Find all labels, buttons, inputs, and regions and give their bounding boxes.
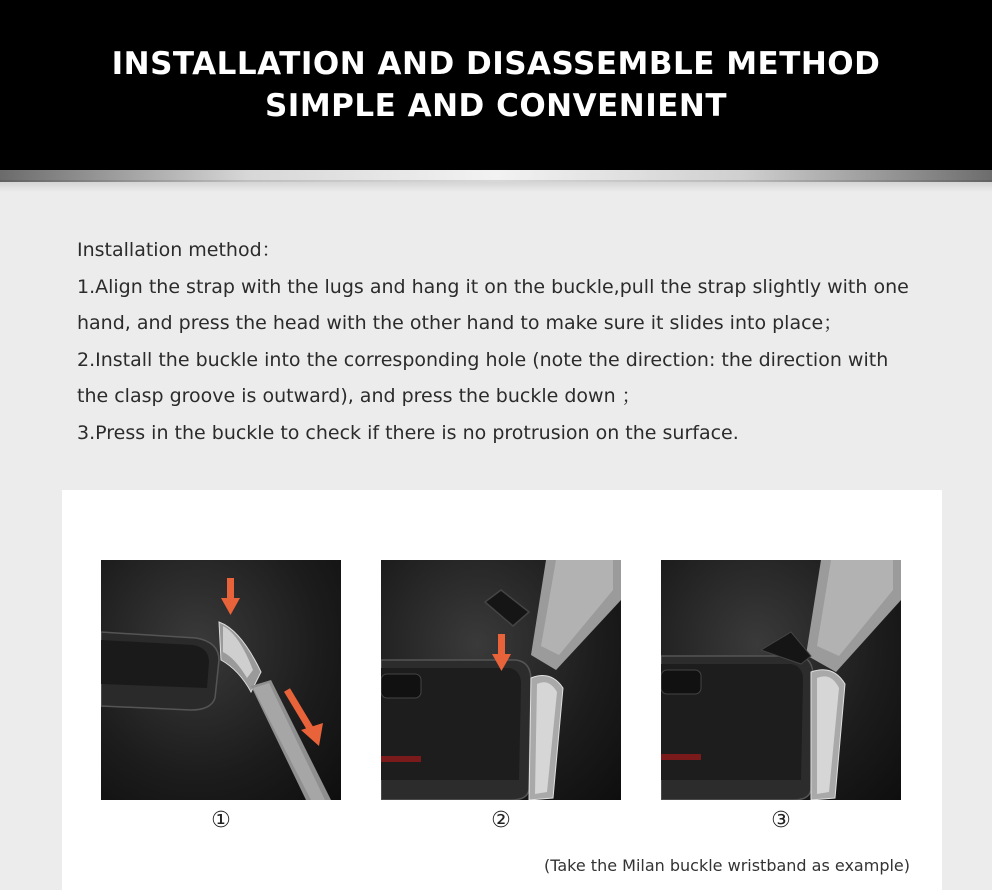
step-3-photo bbox=[661, 560, 901, 800]
page-title-line2: SIMPLE AND CONVENIENT bbox=[264, 88, 728, 124]
header-banner bbox=[0, 0, 992, 170]
step-3-number: ③ bbox=[771, 808, 791, 833]
arrow-down-icon bbox=[227, 578, 234, 600]
instructions-heading: Installation method： bbox=[77, 239, 281, 261]
instruction-line: the clasp groove is outward), and press the buckle down ； bbox=[77, 385, 641, 407]
step-2-illustration bbox=[381, 560, 621, 800]
example-caption: (Take the Milan buckle wristband as example) bbox=[544, 856, 910, 875]
page-title-line1: INSTALLATION AND DISASSEMBLE METHOD bbox=[111, 46, 881, 82]
instruction-line: 3.Press in the buckle to check if there is no protrusion on the surface. bbox=[77, 421, 739, 444]
step-2-number: ② bbox=[491, 808, 511, 833]
step-1-photo bbox=[101, 560, 341, 800]
step-2-photo bbox=[381, 560, 621, 800]
step-1-number: ① bbox=[211, 808, 231, 833]
step-3-illustration bbox=[661, 560, 901, 800]
instruction-line: 1.Align the strap with the lugs and hang it on the buckle,pull the strap slightly with one bbox=[77, 275, 909, 298]
steps-panel bbox=[62, 490, 942, 890]
instruction-line: hand, and press the head with the other hand to make sure it slides into place； bbox=[77, 312, 843, 334]
step-1-illustration bbox=[101, 560, 341, 800]
instruction-line: 2.Install the buckle into the corresponding hole (note the direction: the direction with bbox=[77, 348, 889, 371]
instructions-text bbox=[77, 232, 957, 451]
silver-divider bbox=[0, 170, 992, 182]
arrow-down-icon bbox=[498, 634, 505, 656]
